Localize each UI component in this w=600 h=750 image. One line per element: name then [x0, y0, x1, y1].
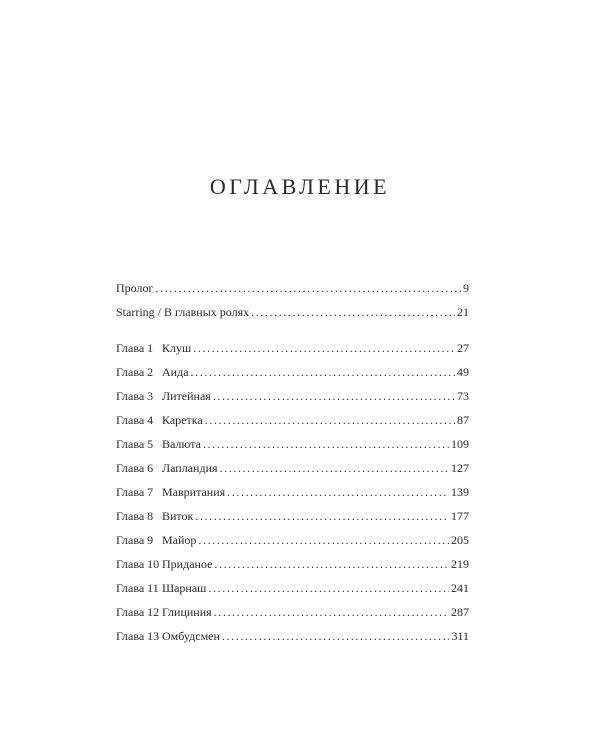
chapter-label: Глава 10: [116, 557, 160, 571]
dot-leader: [213, 388, 455, 404]
toc-entry-page: 21: [457, 305, 469, 319]
chapter-page: 205: [451, 533, 469, 547]
toc-entry-chapter-13: [116, 628, 469, 644]
dot-leader: [227, 484, 449, 500]
toc-entry-starring: [116, 304, 469, 320]
chapter-title: Омбудсмен: [162, 629, 220, 643]
chapter-page: 87: [457, 413, 469, 427]
dot-leader: [155, 280, 461, 296]
dot-leader: [220, 460, 449, 476]
toc-entry-page: 9: [463, 281, 469, 295]
chapter-label: Глава 9: [116, 533, 154, 547]
toc-entry-chapter-3: [116, 388, 469, 404]
dot-leader: [193, 340, 455, 356]
chapter-title: Каретка: [162, 413, 203, 427]
toc-entry-chapter-6: [116, 460, 469, 476]
toc-entry-title: Starring / В главных ролях: [116, 305, 250, 319]
chapter-label: Глава 8: [116, 509, 154, 523]
chapter-page: 241: [451, 581, 469, 595]
dot-leader: [208, 580, 449, 596]
chapter-title: Приданое: [162, 557, 213, 571]
toc-entry-chapter-2: [116, 364, 469, 380]
chapter-page: 287: [451, 605, 469, 619]
chapter-label: Глава 13: [116, 629, 160, 643]
toc-entry-chapter-9: [116, 532, 469, 548]
dot-leader: [214, 556, 449, 572]
chapter-title: Шарнаш: [162, 581, 207, 595]
dot-leader: [198, 532, 449, 548]
chapter-page: 311: [451, 629, 469, 643]
chapter-page: 127: [451, 461, 469, 475]
toc-entry-title: Пролог: [116, 281, 154, 295]
toc-entry-chapter-10: [116, 556, 469, 572]
chapter-title: Мавритания: [162, 485, 226, 499]
chapter-label: Глава 3: [116, 389, 154, 403]
chapter-title: Майор: [162, 533, 197, 547]
chapter-label: Глава 11: [116, 581, 159, 595]
chapter-page: 219: [451, 557, 469, 571]
chapter-label: Глава 4: [116, 413, 154, 427]
toc-entry-chapter-8: [116, 508, 469, 524]
toc-entry-chapter-7: [116, 484, 469, 500]
chapter-label: Глава 6: [116, 461, 154, 475]
chapter-title: Валюта: [162, 437, 201, 451]
toc-entry-chapter-1: [116, 340, 469, 356]
toc-entry-chapter-11: [116, 580, 469, 596]
chapter-page: 109: [451, 437, 469, 451]
chapter-page: 73: [457, 389, 469, 403]
dot-leader: [205, 412, 455, 428]
dot-leader: [222, 628, 450, 644]
dot-leader: [251, 304, 455, 320]
chapter-title: Глициния: [162, 605, 212, 619]
chapter-page: 139: [451, 485, 469, 499]
chapter-label: Глава 1: [116, 341, 154, 355]
chapter-title: Литейная: [162, 389, 211, 403]
toc-entry-prologue: [116, 280, 469, 296]
chapter-title: Виток: [162, 509, 194, 523]
toc-entry-chapter-4: [116, 412, 469, 428]
chapter-page: 49: [457, 365, 469, 379]
page-title: ОГЛАВЛЕНИЕ: [209, 174, 391, 199]
chapter-label: Глава 7: [116, 485, 154, 499]
toc-entry-chapter-12: [116, 604, 469, 620]
dot-leader: [214, 604, 449, 620]
chapter-label: Глава 2: [116, 365, 154, 379]
dot-leader: [195, 508, 449, 524]
chapter-title: Лапландия: [162, 461, 218, 475]
chapter-title: Аида: [162, 365, 189, 379]
toc-entry-chapter-5: [116, 436, 469, 452]
chapter-title: Клуш: [162, 341, 192, 355]
dot-leader: [203, 436, 449, 452]
chapter-page: 177: [451, 509, 469, 523]
dot-leader: [191, 364, 455, 380]
chapter-label: Глава 5: [116, 437, 154, 451]
chapter-page: 27: [457, 341, 469, 355]
chapter-label: Глава 12: [116, 605, 160, 619]
